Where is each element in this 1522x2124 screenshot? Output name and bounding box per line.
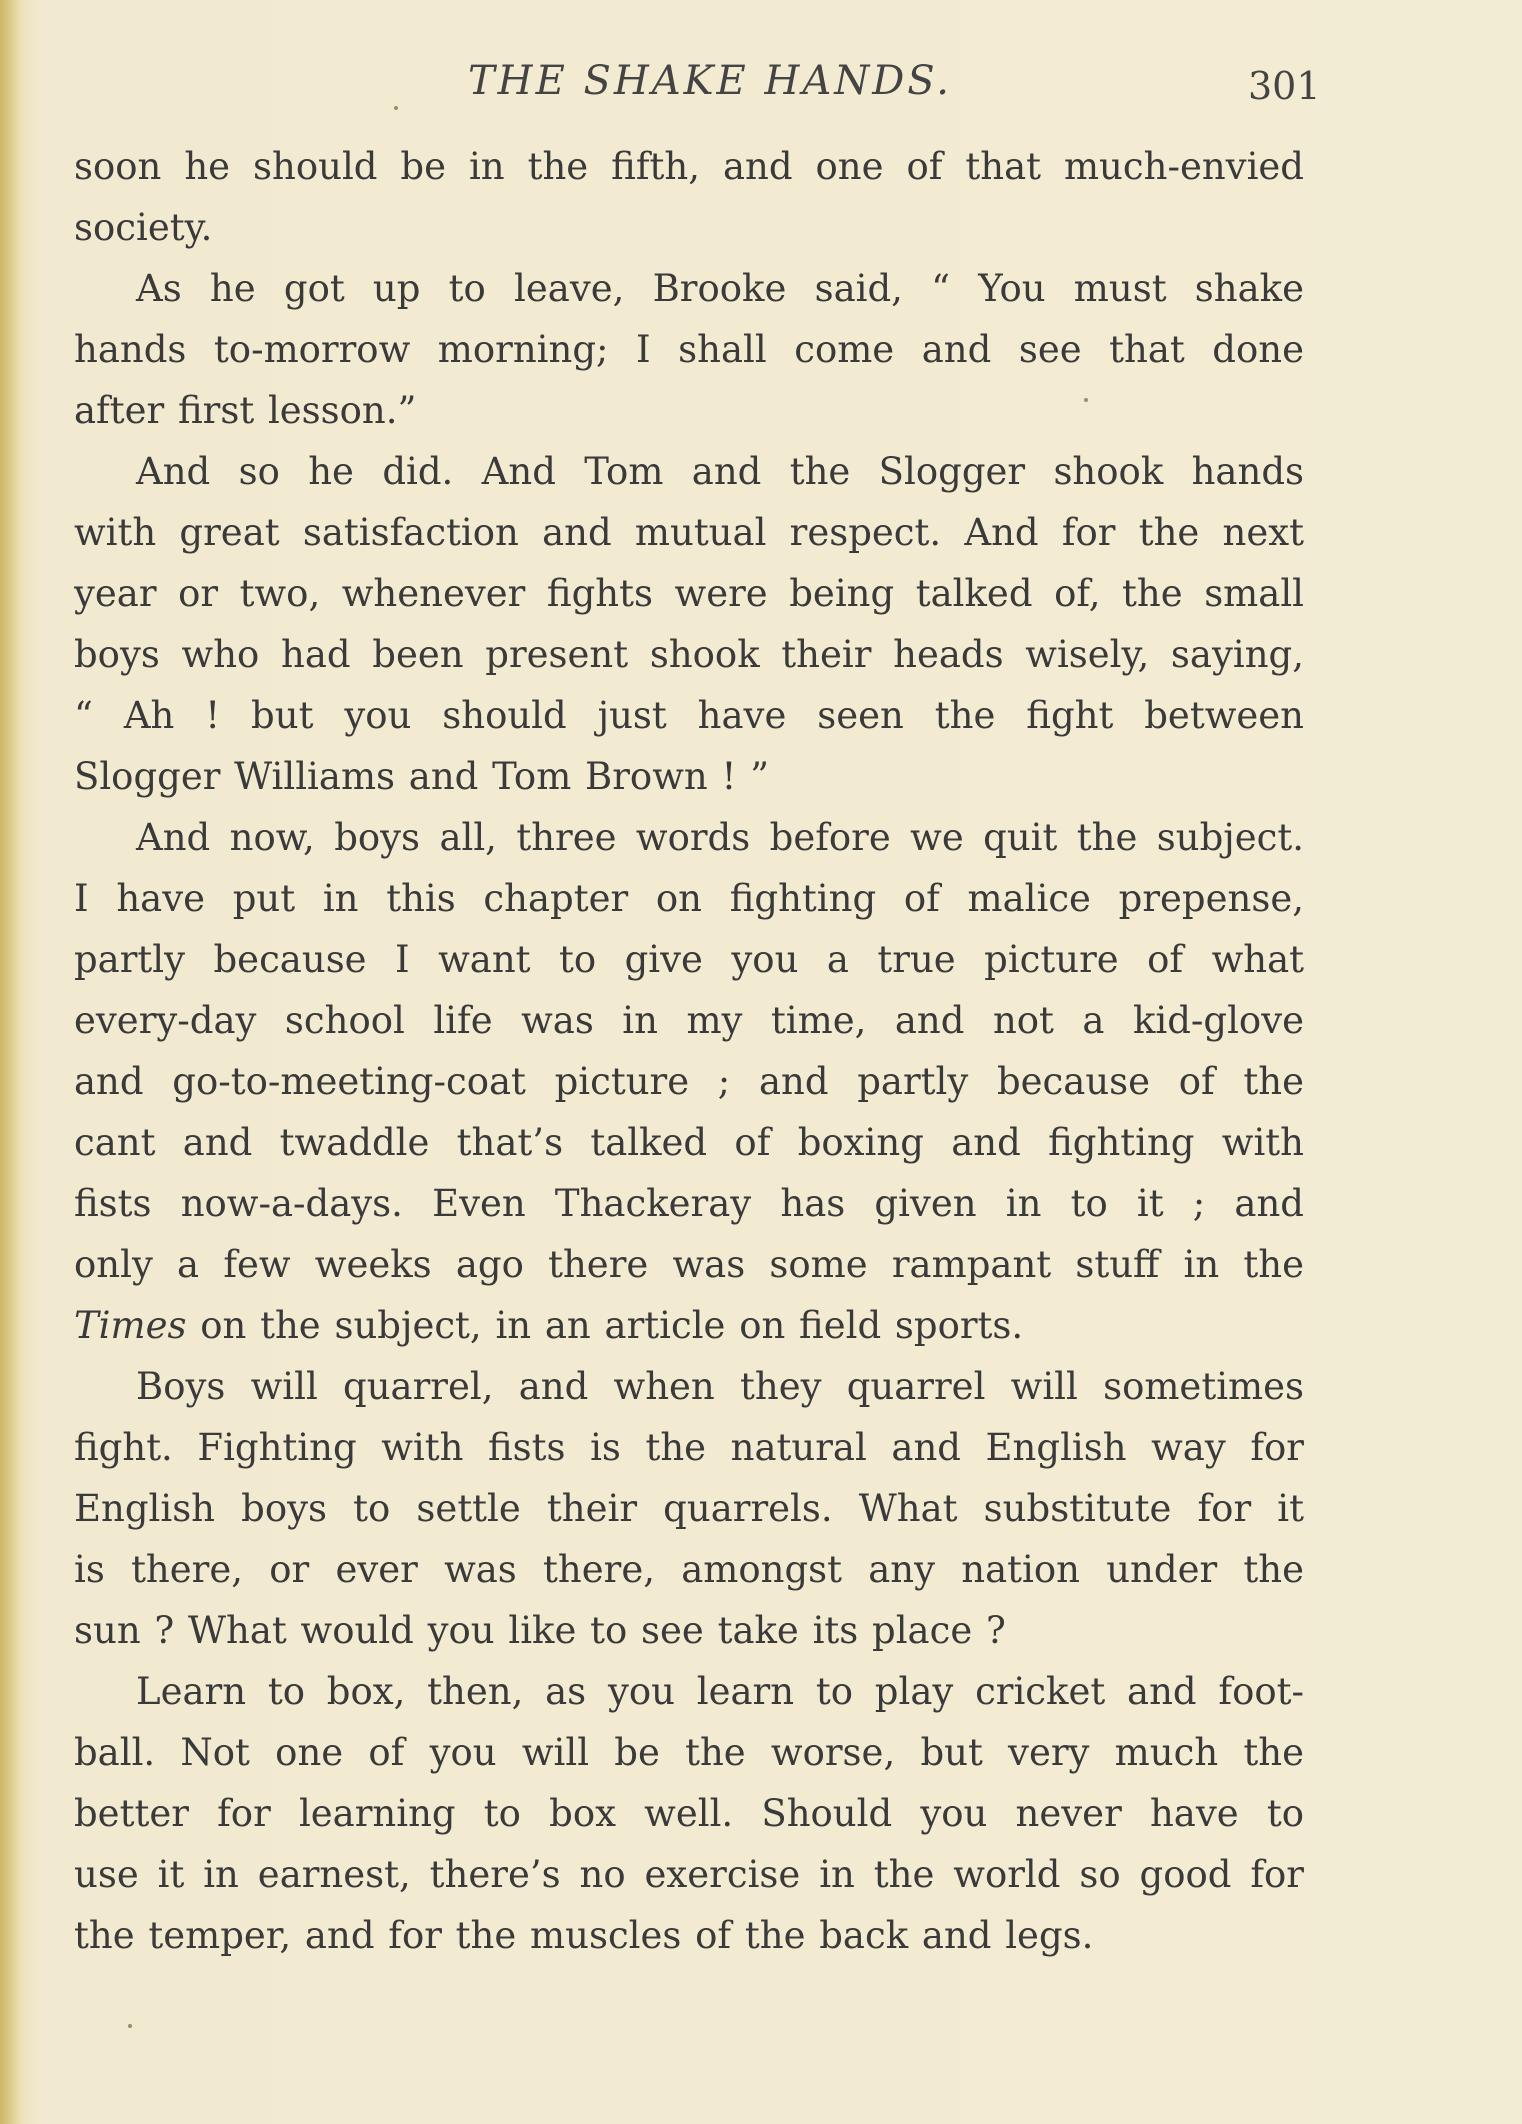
text-line: sun ? What would you like to see take its place ? <box>74 1609 1006 1652</box>
text-line: Learn to box, then, as you learn to play cricket and foot- <box>136 1670 1304 1713</box>
text-line: only a few weeks ago there was some rampant stuff in the <box>74 1243 1304 1286</box>
text-line: As he got up to leave, Brooke said, “ You must shake <box>136 267 1304 310</box>
text-line-rest: on the subject, in an article on field sports. <box>186 1304 1024 1347</box>
paper-speck <box>128 2024 132 2028</box>
chapter-title: THE SHAKE HANDS. <box>468 58 952 104</box>
text-line: English boys to settle their quarrels. What substitute for it <box>74 1487 1304 1530</box>
text-line: boys who had been present shook their heads wisely, saying, <box>74 633 1304 676</box>
text-line: the temper, and for the muscles of the back and legs. <box>74 1914 1094 1957</box>
text-line: fight. Fighting with fists is the natural and English way for <box>74 1426 1304 1469</box>
text-line: after first lesson.” <box>74 389 417 432</box>
paper-speck <box>1084 398 1088 402</box>
text-line: use it in earnest, there’s no exercise in the world so good for <box>74 1853 1304 1896</box>
text-line: And so he did. And Tom and the Slogger shook hands <box>136 450 1304 493</box>
text-line: cant and twaddle that’s talked of boxing and fighting with <box>74 1121 1304 1164</box>
page-number: 301 <box>1248 64 1321 108</box>
paper-speck <box>394 106 398 110</box>
text-line: And now, boys all, three words before we quit the subject. <box>136 816 1304 859</box>
running-head <box>0 58 1522 118</box>
text-line: year or two, whenever fights were being talked of, the small <box>74 572 1304 615</box>
text-line: partly because I want to give you a true picture of what <box>74 938 1304 981</box>
text-line: and go-to-meeting-coat picture ; and partly because of the <box>74 1060 1304 1103</box>
text-line: Boys will quarrel, and when they quarrel will sometimes <box>136 1365 1304 1408</box>
text-line: Slogger Williams and Tom Brown ! ” <box>74 755 770 798</box>
text-line: society. <box>74 206 213 249</box>
text-line: soon he should be in the fifth, and one of that much-envied <box>74 145 1304 188</box>
text-line: fists now-a-days. Even Thackeray has given in to it ; and <box>74 1182 1304 1225</box>
text-line: I have put in this chapter on fighting of malice prepense, <box>74 877 1304 920</box>
text-line: better for learning to box well. Should you never have to <box>74 1792 1304 1835</box>
text-line: with great satisfaction and mutual respect. And for the next <box>74 511 1304 554</box>
text-line: every-day school life was in my time, and not a kid-glove <box>74 999 1304 1042</box>
page-gutter-shadow <box>0 0 22 2124</box>
italic-title-times: Times <box>74 1304 187 1347</box>
text-line <box>74 1295 1304 1356</box>
text-line: hands to-morrow morning; I shall come and see that done <box>74 328 1304 371</box>
text-line: “ Ah ! but you should just have seen the fight between <box>74 694 1304 737</box>
body-text <box>74 136 1304 1966</box>
text-line: ball. Not one of you will be the worse, but very much the <box>74 1731 1304 1774</box>
text-line: is there, or ever was there, amongst any nation under the <box>74 1548 1304 1591</box>
